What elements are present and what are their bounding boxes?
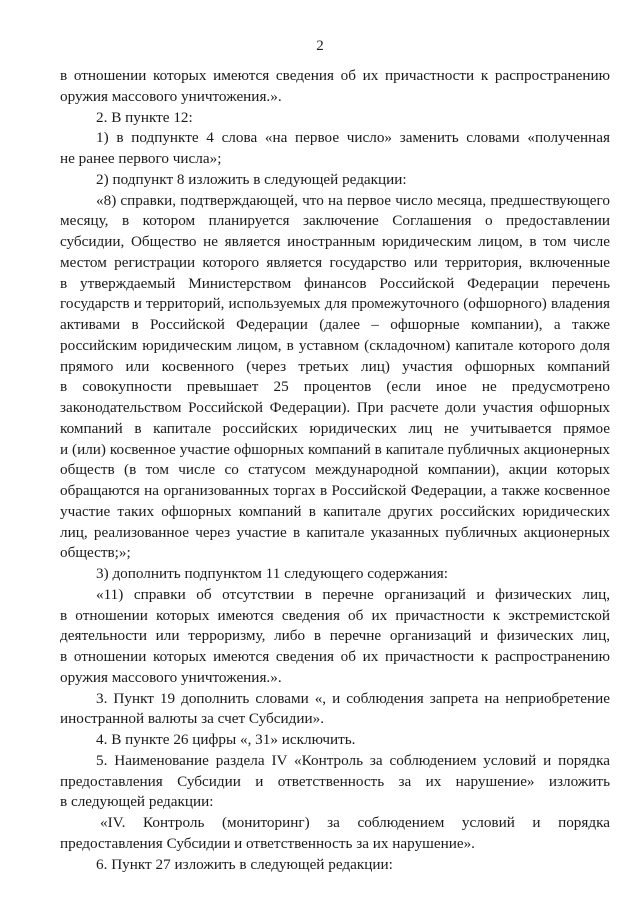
text-line: в утверждаемый Министерством финансов Российской Федерации перечень: [60, 274, 610, 292]
text-line: участие таких офшорных компаний в капитале других российских юридических: [60, 502, 610, 520]
text-line: не ранее первого числа»;: [60, 150, 222, 167]
text-line: обращаются на организованных торгах в Российской Федерации, а также косвенное: [60, 482, 610, 499]
text-line: в отношении которых имеются сведения об их причастности к распространению: [60, 67, 610, 84]
text-line: активами в Российской Федерации (далее – офшорные компании), а также: [60, 316, 610, 333]
text-line: 2) подпункт 8 изложить в следующей редакции:: [96, 170, 407, 188]
text-line: в отношении которых имеются сведения об их причастности к экстремистской: [60, 606, 610, 624]
text-line: обществ;»;: [60, 544, 131, 562]
text-line: государств и территорий, используемых для промежуточного (офшорного) владения: [60, 295, 610, 313]
text-line: 5. Наименование раздела IV «Контроль за соблюдением условий и порядка: [96, 751, 610, 769]
text-line: оружия массового уничтожения.».: [60, 668, 282, 686]
text-line: прямого или косвенного (через третьих лиц) участия офшорных компаний: [60, 357, 610, 375]
text-line: «11) справки об отсутствии в перечне организаций и физических лиц,: [96, 585, 610, 603]
page-number: 2: [316, 38, 324, 54]
text-line: в отношении которых имеются сведения об их причастности к распространению: [60, 648, 610, 665]
text-line: оружия массового уничтожения.».: [60, 87, 282, 105]
text-line: российским юридическим лицом, в уставном (складочном) капитале которого доля: [60, 336, 610, 354]
text-line: 4. В пункте 26 цифры «, 31» исключить.: [96, 731, 356, 748]
text-line: «IV. Контроль (мониторинг) за соблюдением условий и порядка: [100, 814, 610, 831]
text-line: 1) в подпункте 4 слова «на первое число» заменить словами «полученная: [96, 129, 610, 147]
text-line: месяцу, в котором планируется заключение Соглашения о предоставлении: [60, 212, 610, 230]
text-line: «8) справки, подтверждающей, что на первое число месяца, предшествующего: [96, 191, 610, 209]
text-line: 3) дополнить подпунктом 11 следующего содержания:: [96, 565, 448, 582]
text-line: законодательством Российской Федерации). При расчете доли участия офшорных: [60, 399, 610, 416]
text-line: 2. В пункте 12:: [96, 108, 193, 126]
text-line: 6. Пункт 27 изложить в следующей редакции:: [96, 855, 393, 873]
text-line: лиц, реализованное через участие в капитале указанных публичных акционерных: [60, 523, 610, 541]
text-line: и (или) косвенное участие офшорных компаний в капитале публичных акционерных: [60, 440, 610, 458]
text-line: деятельности или терроризму, либо в перечне организаций и физических лиц,: [60, 627, 610, 645]
text-line: в совокупности превышает 25 процентов (если иное не предусмотрено: [60, 378, 610, 396]
text-line: местом регистрации которого является государство или территория, включенные: [60, 253, 610, 271]
text-line: 3. Пункт 19 дополнить словами «, и соблюдения запрета на неприобретение: [96, 689, 610, 707]
text-line: иностранной валюты за счет Субсидии».: [60, 710, 325, 728]
text-line: предоставления Субсидии и ответственность за их нарушение» изложить: [60, 772, 610, 790]
text-line: обществ (в том числе со статусом международной компании), акции которых: [60, 461, 610, 479]
text-line: компаний в капитале российских юридических лиц не учитывается прямое: [60, 419, 610, 437]
text-line: в следующей редакции:: [60, 793, 214, 811]
text-line: предоставления Субсидии и ответственность за их нарушение».: [60, 834, 475, 852]
text-line: субсидии, Общество не является иностранным юридическим лицом, в том числе: [60, 233, 610, 250]
